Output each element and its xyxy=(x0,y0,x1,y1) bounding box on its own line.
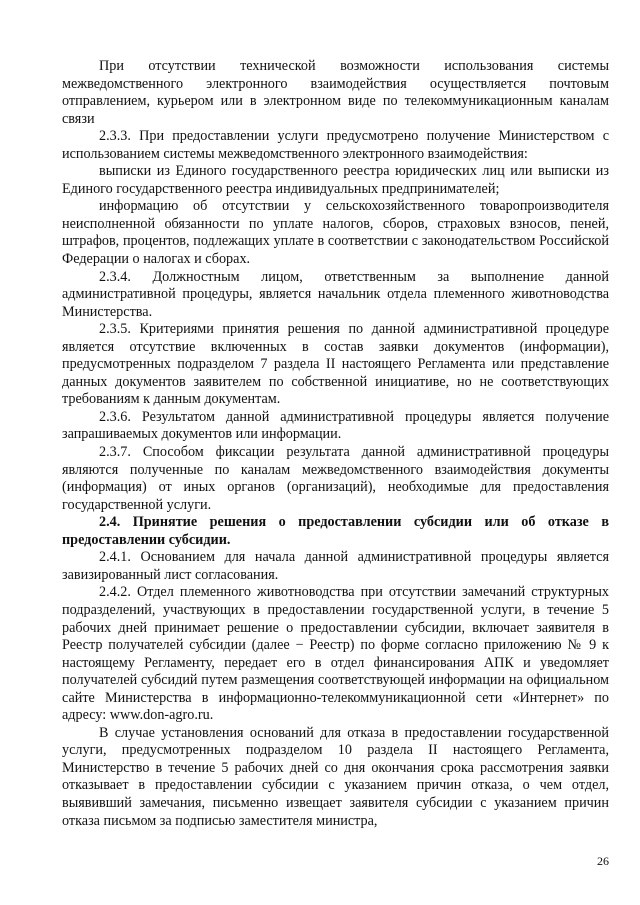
paragraph-tax-info: информацию об отсутствии у сельскохозяйственного товаропроизводителя неисполненной обязанности по уплате налогов, сборов, страховых взносов, пеней, штрафов, процентов, подлежащих уплате в соответствии с законодательством Российской Федерации о налогах и сборах. xyxy=(62,198,609,268)
paragraph-2-4-2: 2.4.2. Отдел племенного животноводства при отсутствии замечаний структурных подразделений, участвующих в предоставлении государственной услуги, в течение 5 рабочих дней принимает решение о предоставлении субсидии, включает заявителя в Реестр получателей субсидии (далее − Реестр) по форме согласно приложению № 9 к настоящему Регламенту, передает его в отдел финансирования АПК и уведомляет получателей субсидий путем размещения соответствующей информации на официальном сайте Министерства в информационно-телекоммуникационной сети «Интернет» по адресу: www.don-agro.ru. xyxy=(62,584,609,724)
section-heading-2-4: 2.4. Принятие решения о предоставлении субсидии или об отказе в предоставлении субсидии. xyxy=(62,514,609,548)
paragraph-2-3-5: 2.3.5. Критериями принятия решения по данной административной процедуре является отсутствие включенных в состав заявки документов (информации), предусмотренных подразделом 7 раздела II настоящего Регламента или представление данных документов заявителем по собственной инициативе, но не соответствующих требованиям к данным документам. xyxy=(62,321,609,408)
paragraph-2-3-3: 2.3.3. При предоставлении услуги предусмотрено получение Министерством с использованием системы межведомственного электронного взаимодействия: xyxy=(62,128,609,162)
paragraph-2-3-7: 2.3.7. Способом фиксации результата данной административной процедуры являются полученные по каналам межведомственного взаимодействия документы (информация) от иных органов (организаций), необходимые для предоставления государственной услуги. xyxy=(62,444,609,513)
document-body xyxy=(62,58,609,830)
paragraph-egrul-extract: выписки из Единого государственного реестра юридических лиц или выписки из Единого государственного реестра индивидуальных предпринимателей; xyxy=(62,163,609,197)
paragraph-no-tech-capability: При отсутствии технической возможности использования системы межведомственного электронного взаимодействия осуществляется почтовым отправлением, курьером или в электронном виде по телекоммуникационным каналам связи xyxy=(62,58,609,127)
paragraph-2-4-1: 2.4.1. Основанием для начала данной административной процедуры является завизированный лист согласования. xyxy=(62,549,609,583)
paragraph-2-3-4: 2.3.4. Должностным лицом, ответственным за выполнение данной административной процедуры, является начальник отдела племенного животноводства Министерства. xyxy=(62,268,609,320)
page-number: 26 xyxy=(597,854,609,868)
paragraph-2-3-6: 2.3.6. Результатом данной административной процедуры является получение запрашиваемых документов или информации. xyxy=(62,408,609,443)
paragraph-refusal-case: В случае установления оснований для отказа в предоставлении государственной услуги, предусмотренных подразделом 10 раздела II настоящего Регламента, Министерство в течение 5 рабочих дней со дня окончания срока рассмотрения заявки отказывает в предоставлении субсидии с указанием причин отказа, о чем отдел, выявивший замечания, письменно извещает заявителя субсидии с указанием причин отказа письмом за подписью заместителя министра, xyxy=(62,724,609,829)
